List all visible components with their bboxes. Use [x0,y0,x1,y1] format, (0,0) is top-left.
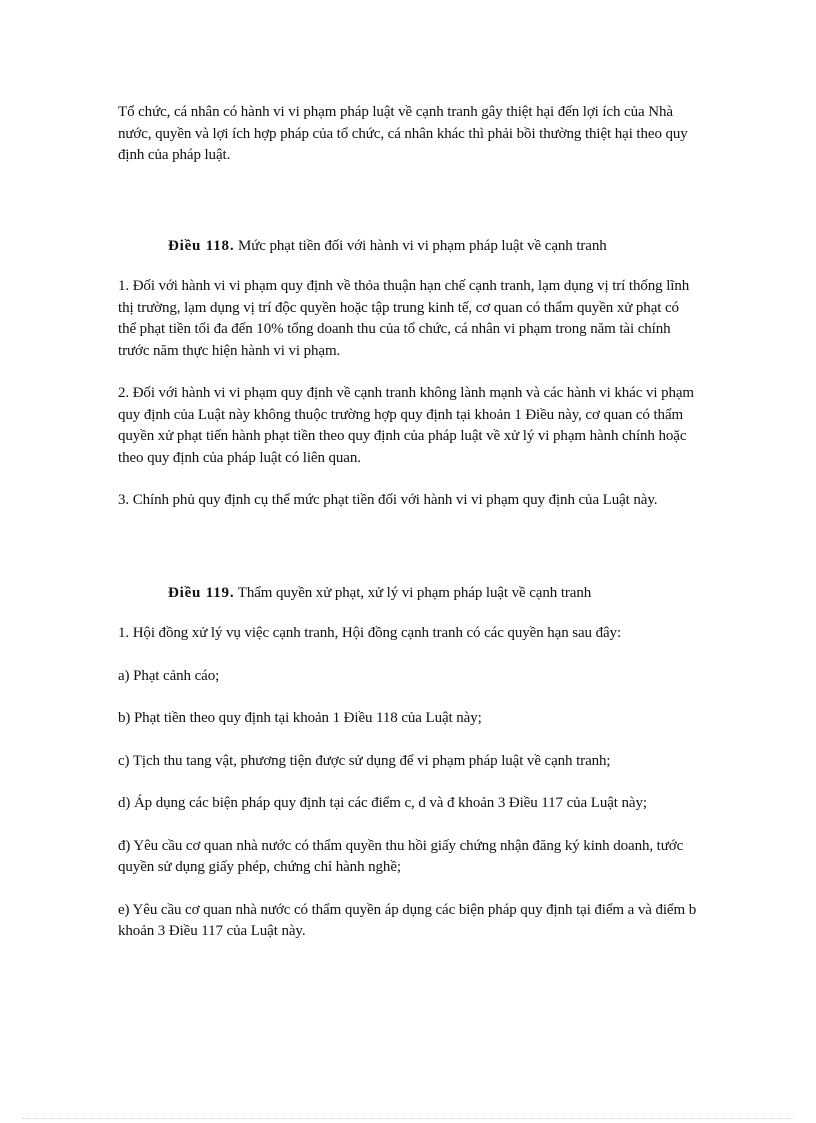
article-118-title: Mức phạt tiền đối với hành vi vi phạm pháp luật về cạnh tranh [234,237,607,254]
article-118-heading [118,236,698,258]
article-119-point-a: a) Phạt cảnh cáo; [118,667,220,684]
article-119-point-d: d) Áp dụng các biện pháp quy định tại các điểm c, d và đ khoản 3 Điều 117 của Luật này; [118,795,647,811]
article-119-point-c: c) Tịch thu tang vật, phương tiện được sử dụng để vi phạm pháp luật về cạnh tranh; [118,752,611,769]
article-119-clause-1: 1. Hội đồng xử lý vụ việc cạnh tranh, Hội đồng cạnh tranh có các quyền hạn sau đây: [118,625,622,641]
page-bottom-divider [22,1118,794,1119]
article-118-clause-3: 3. Chính phủ quy định cụ thể mức phạt tiền đối với hành vi vi phạm quy định của Luật này. [118,492,658,508]
article-119-number: Điều 119. [168,584,235,601]
article-119-point-dd: đ) Yêu cầu cơ quan nhà nước có thẩm quyền thu hồi giấy chứng nhận đăng ký kinh doanh, tước quyền sử dụng giấy phép, chứng chỉ hành nghề; [118,837,684,875]
intro-paragraph: Tổ chức, cá nhân có hành vi vi phạm pháp luật về cạnh tranh gây thiệt hại đến lợi ích của Nhà nước, quyền và lợi ích hợp pháp của tổ chức, cá nhân khác thì phải bồi thường thiệt hại theo quy định của pháp luật. [118,104,688,163]
article-118-clause-1: 1. Đối với hành vi vi phạm quy định về thỏa thuận hạn chế cạnh tranh, lạm dụng vị trí thống lĩnh thị trường, lạm dụng vị trí độc quyền hoặc tập trung kinh tế, cơ quan có thẩm quyền xử phạt có thể phạt tiền tối đa đến 10% tổng doanh thu của tổ chức, cá nhân vi phạm trong năm tài chính trước năm thực hiện hành vi vi phạm. [118,278,690,359]
document-page [118,102,698,964]
article-119-title: Thẩm quyền xử phạt, xử lý vi phạm pháp luật về cạnh tranh [234,584,592,601]
article-119-heading [118,583,698,605]
article-118-number: Điều 118. [168,237,235,254]
article-119-point-e: e) Yêu cầu cơ quan nhà nước có thẩm quyền áp dụng các biện pháp quy định tại điểm a và điểm b khoản 3 Điều 117 của Luật này. [118,901,697,939]
article-118-clause-2: 2. Đối với hành vi vi phạm quy định về cạnh tranh không lành mạnh và các hành vi khác vi phạm quy định của Luật này không thuộc trường hợp quy định tại khoản 1 Điều này, cơ quan có thẩm quyền xử phạt tiến hành phạt tiền theo quy định của pháp luật về xử lý vi phạm hành chính hoặc theo quy định của pháp luật có liên quan. [118,385,694,466]
article-119-point-b: b) Phạt tiền theo quy định tại khoản 1 Điều 118 của Luật này; [118,710,482,726]
